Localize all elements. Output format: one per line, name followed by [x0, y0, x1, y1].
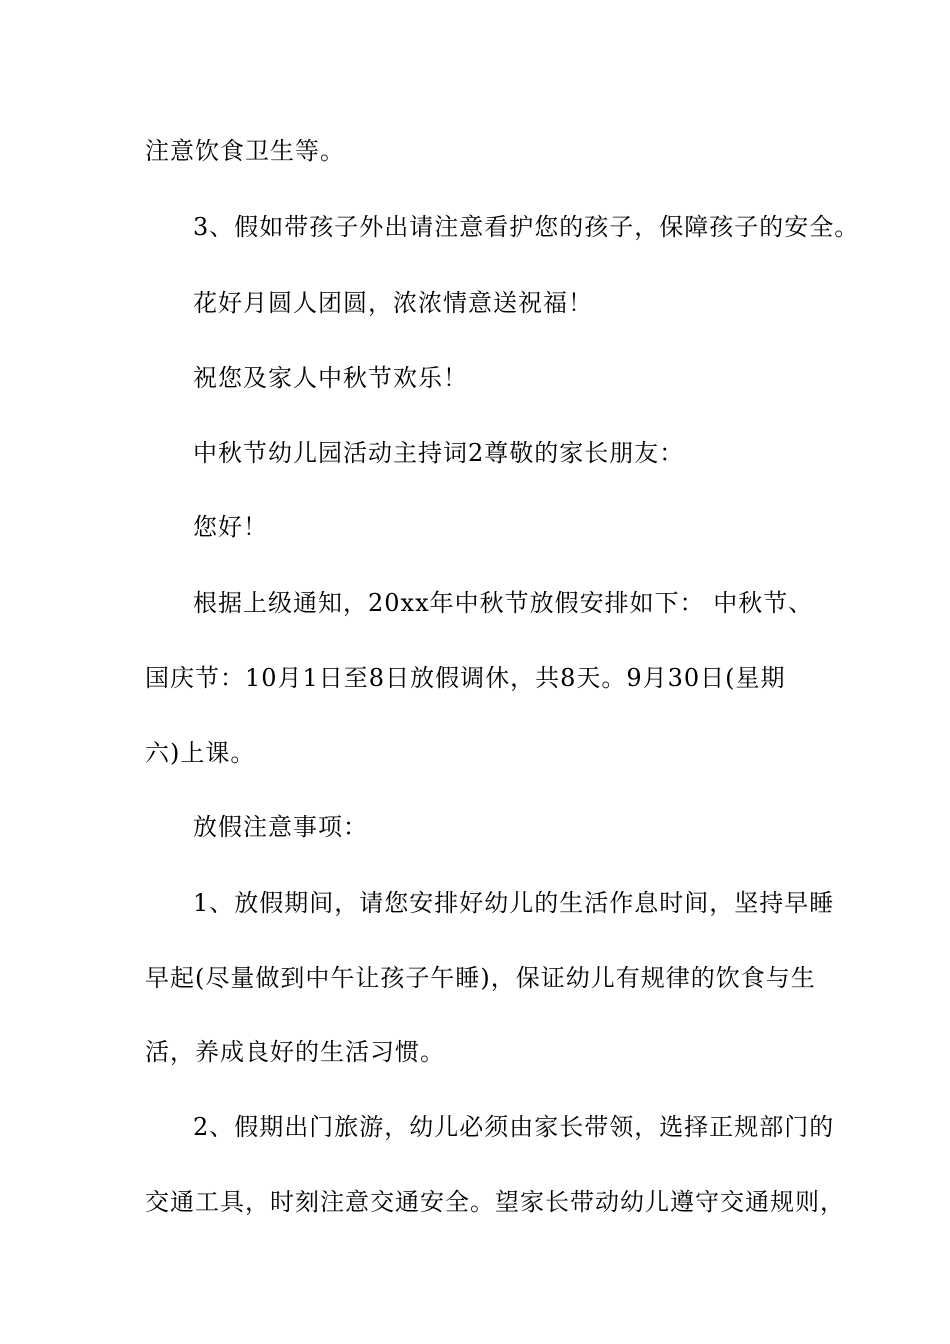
text-line: 祝您及家人中秋节欢乐！	[193, 364, 468, 392]
text-line: 国庆节：10月1日至8日放假调休，共8天。9月30日(星期	[145, 664, 786, 692]
text-line: 注意饮食卫生等。	[145, 137, 345, 165]
text-line: 2、假期出门旅游，幼儿必须由家长带领，选择正规部门的	[193, 1113, 835, 1141]
text-line: 花好月圆人团圆，浓浓情意送祝福！	[193, 289, 593, 317]
text-line: 交通工具，时刻注意交通安全。望家长带动幼儿遵守交通规则，	[145, 1188, 845, 1216]
text-line: 活，养成良好的生活习惯。	[145, 1038, 445, 1066]
text-line: 1、放假期间，请您安排好幼儿的生活作息时间，坚持早睡	[193, 889, 835, 917]
text-line: 根据上级通知，20xx年中秋节放假安排如下： 中秋节、	[193, 589, 814, 617]
text-line: 早起(尽量做到中午让孩子午睡)，保证幼儿有规律的饮食与生	[145, 964, 816, 992]
text-line: 您好！	[193, 513, 268, 541]
text-line: 中秋节幼儿园活动主持词2尊敬的家长朋友：	[193, 439, 685, 467]
text-line: 放假注意事项：	[193, 813, 368, 841]
text-line: 六)上课。	[145, 739, 256, 767]
text-line: 3、假如带孩子外出请注意看护您的孩子，保障孩子的安全。	[193, 213, 860, 241]
